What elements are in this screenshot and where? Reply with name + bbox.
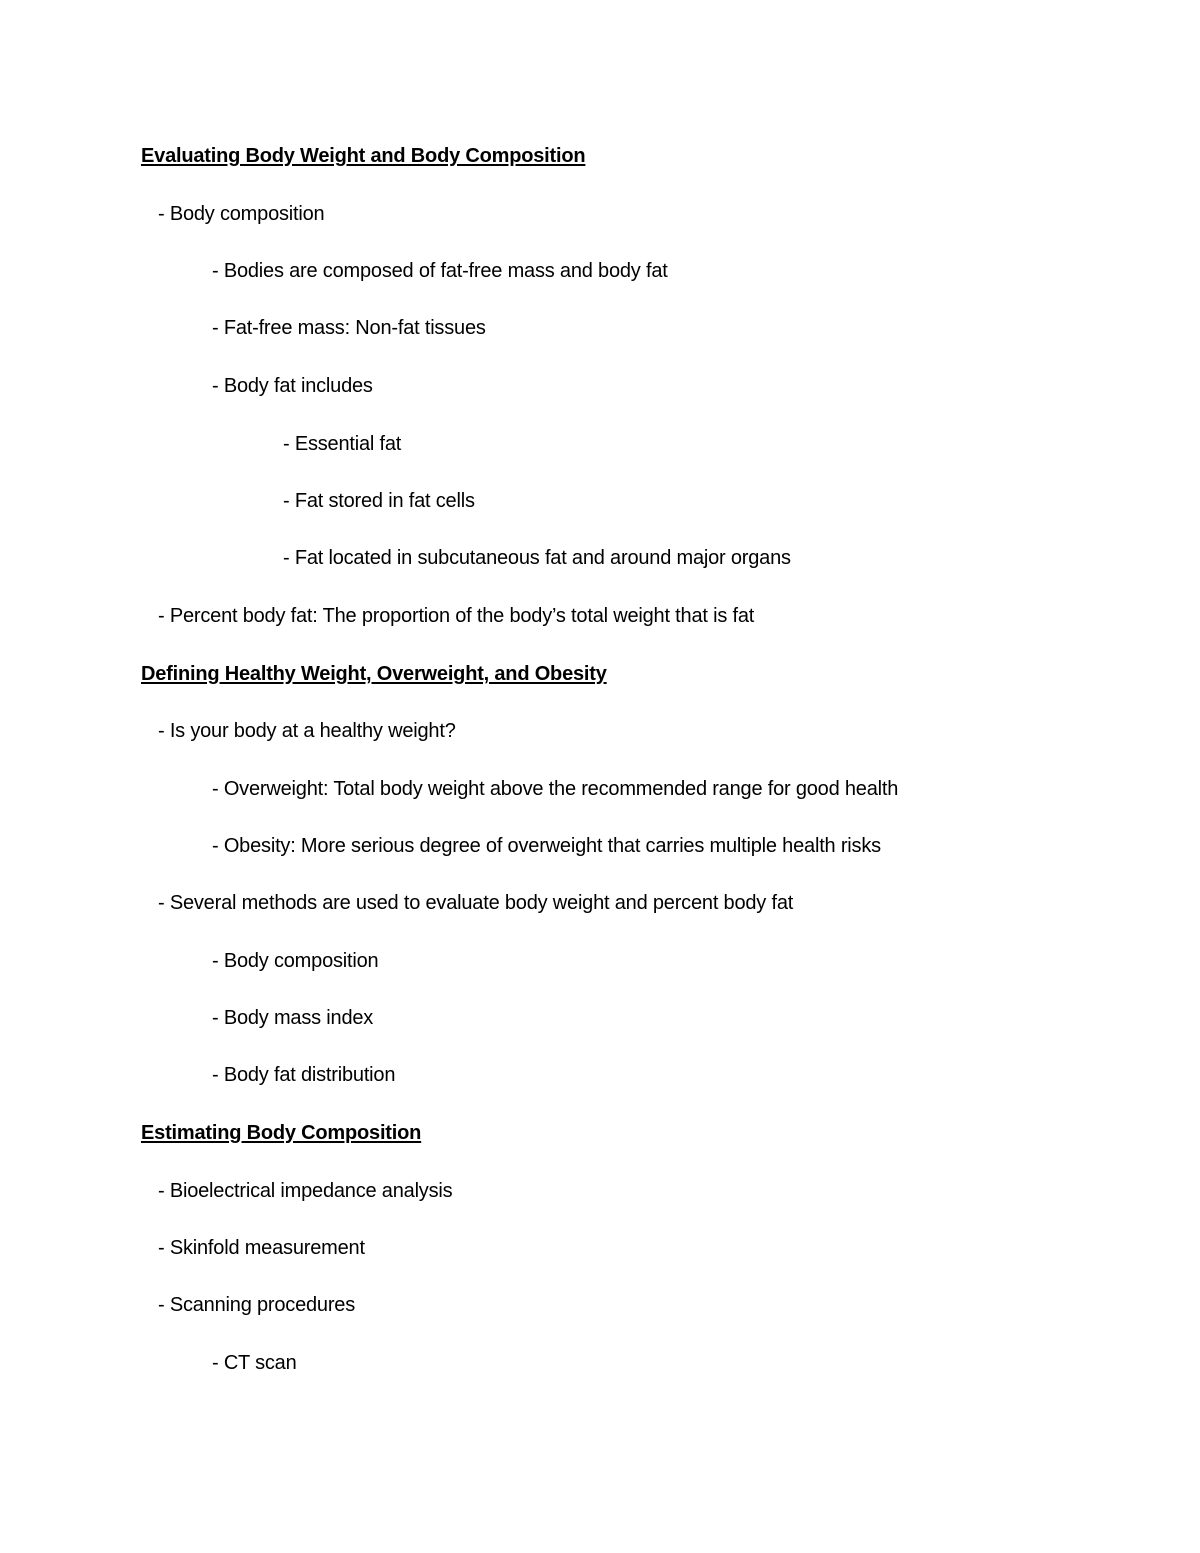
list-item: - Overweight: Total body weight above the recommended range for good health: [212, 778, 899, 800]
list-item: - Bioelectrical impedance analysis: [158, 1180, 453, 1202]
list-item: - Body composition: [158, 203, 325, 225]
list-item: - CT scan: [212, 1352, 297, 1374]
section-heading: Evaluating Body Weight and Body Composition: [141, 145, 586, 167]
list-item: - Bodies are composed of fat-free mass and body fat: [212, 260, 668, 282]
list-item: - Body fat distribution: [212, 1064, 396, 1086]
list-item: - Fat located in subcutaneous fat and around major organs: [283, 547, 791, 569]
list-item: - Several methods are used to evaluate body weight and percent body fat: [158, 892, 794, 914]
list-item: - Fat-free mass: Non-fat tissues: [212, 317, 486, 339]
list-item: - Body composition: [212, 950, 379, 972]
list-item: - Is your body at a healthy weight?: [158, 720, 456, 742]
list-item: - Obesity: More serious degree of overweight that carries multiple health risks: [212, 835, 881, 857]
list-item: - Body mass index: [212, 1007, 374, 1029]
list-item: - Percent body fat: The proportion of the body’s total weight that is fat: [158, 605, 755, 627]
list-item: - Fat stored in fat cells: [283, 490, 475, 512]
list-item: - Essential fat: [283, 433, 402, 455]
section-heading: Defining Healthy Weight, Overweight, and Obesity: [141, 663, 607, 685]
list-item: - Scanning procedures: [158, 1294, 356, 1316]
section-heading: Estimating Body Composition: [141, 1122, 422, 1144]
list-item: - Body fat includes: [212, 375, 373, 397]
list-item: - Skinfold measurement: [158, 1237, 365, 1259]
